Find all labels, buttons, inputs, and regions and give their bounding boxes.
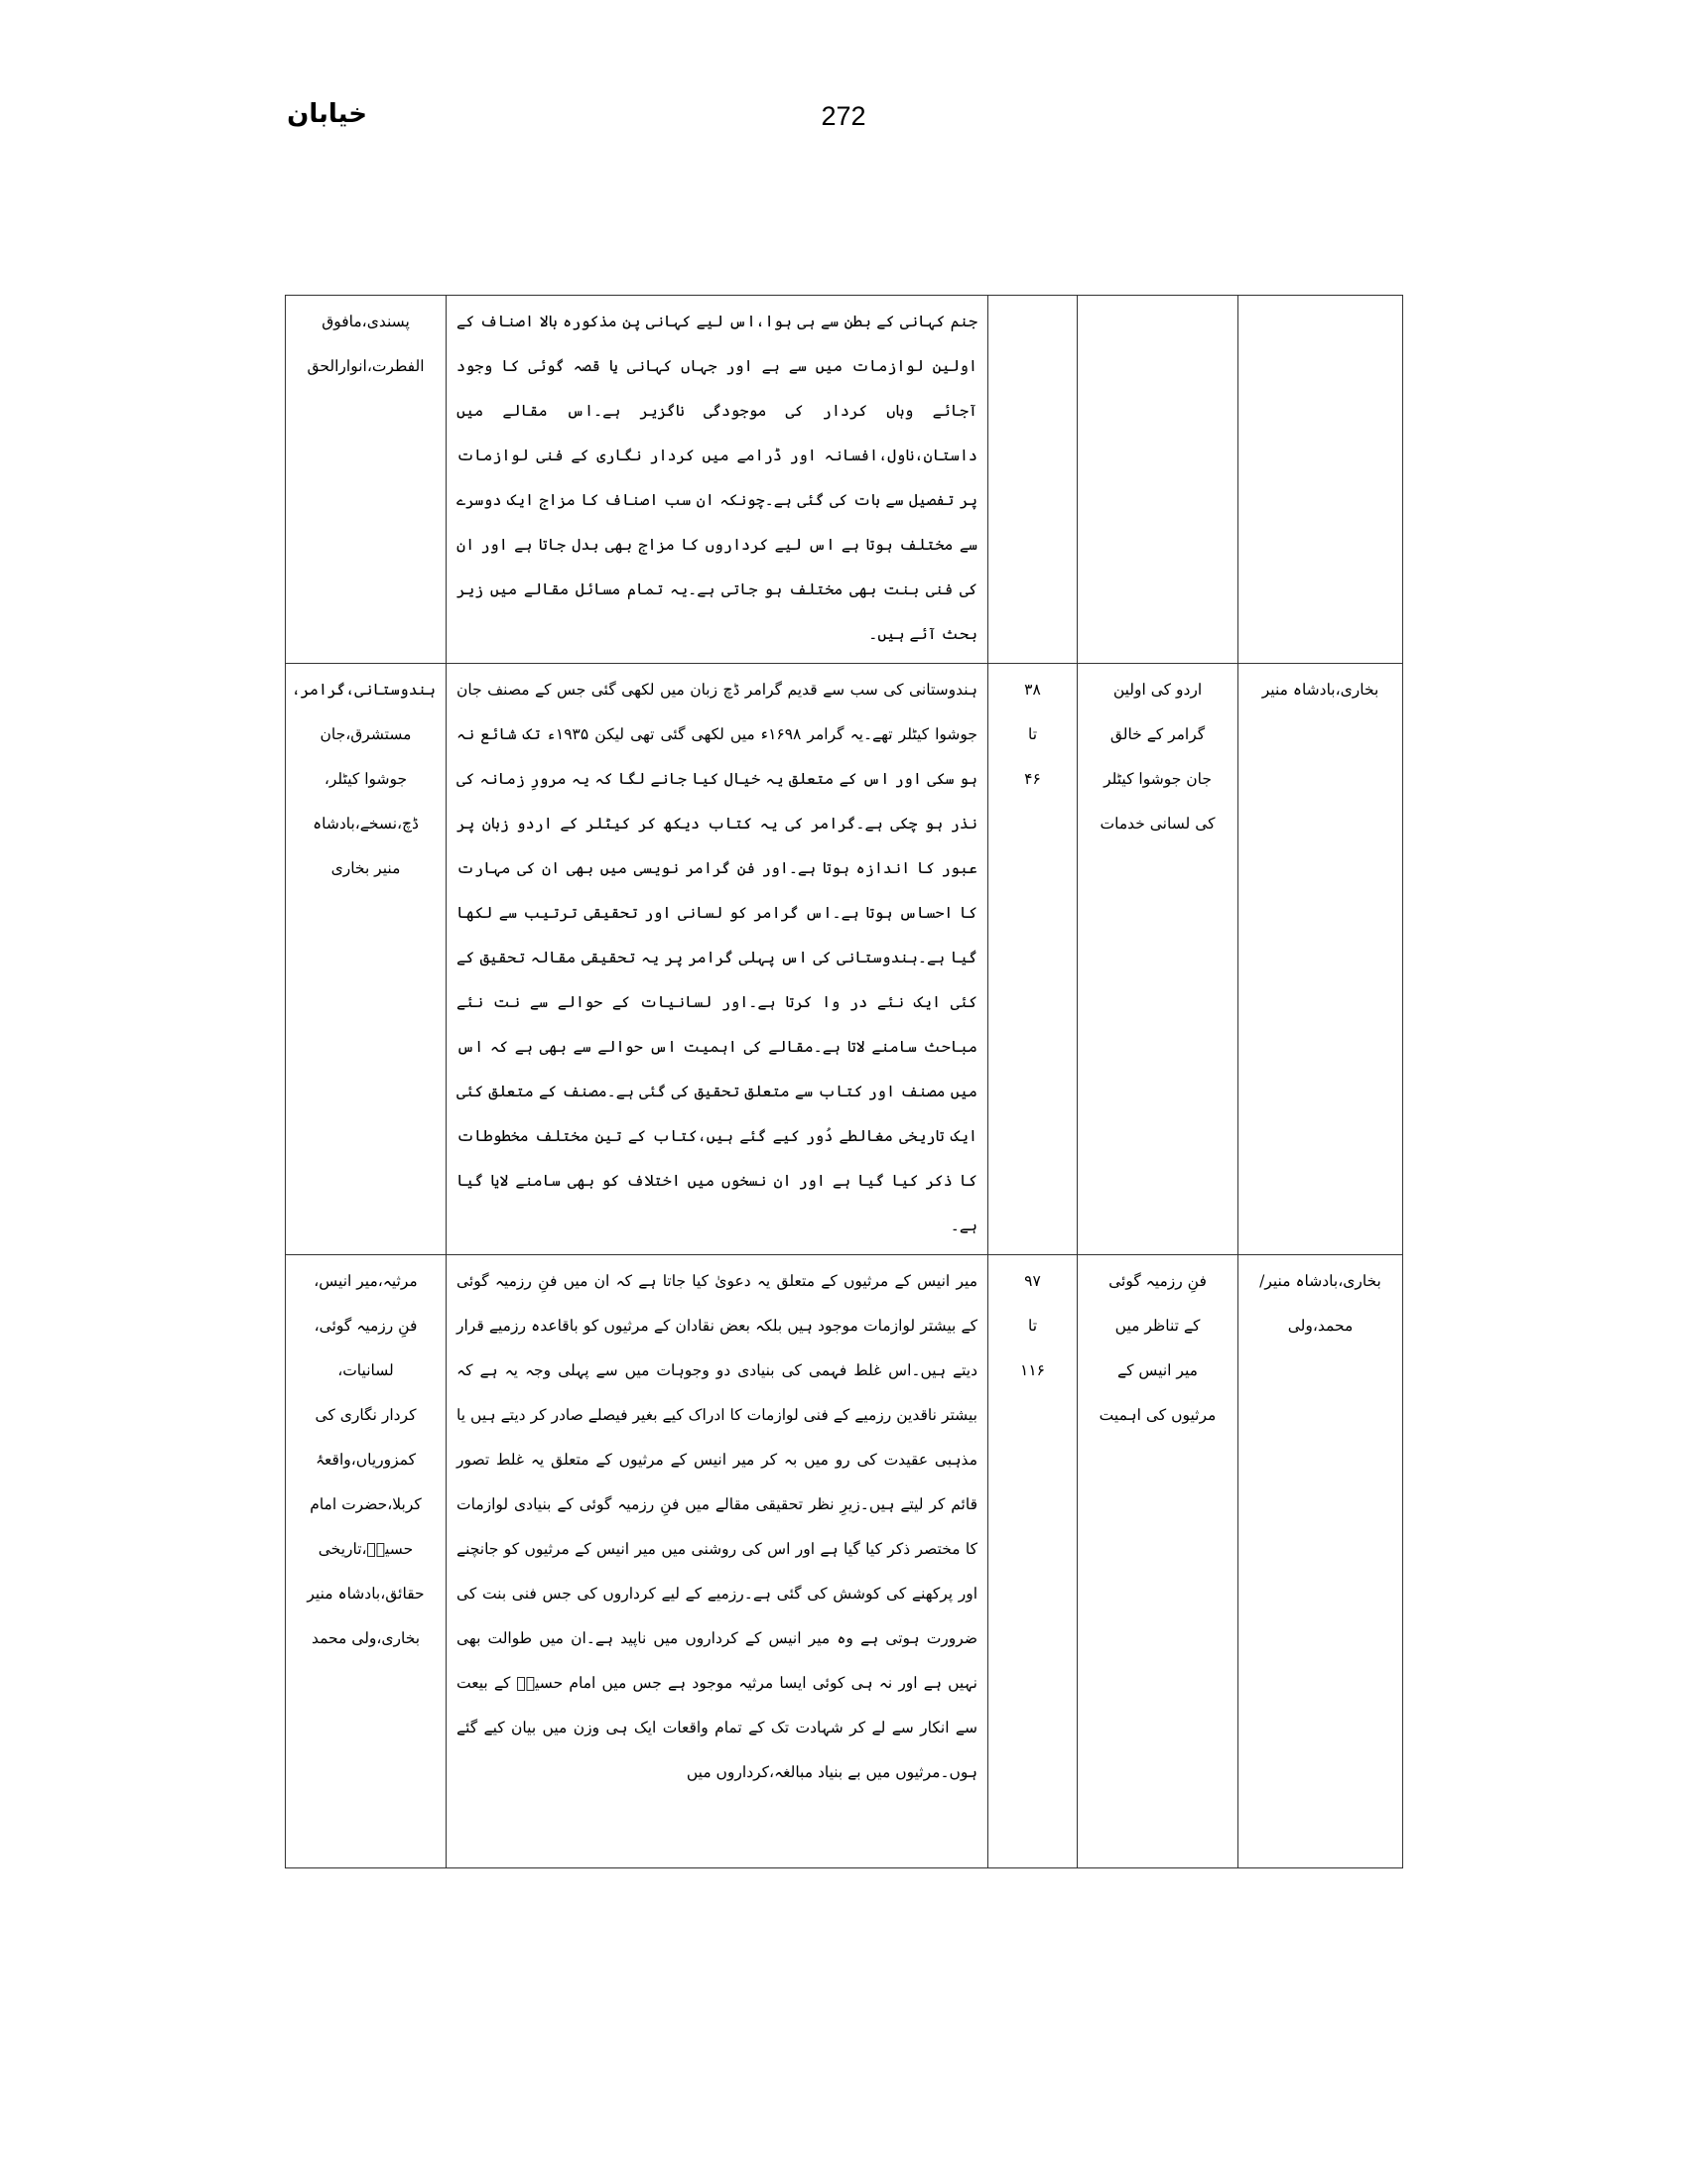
author-cell [1238,296,1403,664]
keyword-line: الفطرت،انوارالحق [307,357,425,375]
page-start: ۳۸ [1024,681,1041,699]
page-end: ۴۶ [1024,770,1041,788]
keyword-line: مستشرق،جان [320,725,412,743]
keywords-cell [286,1255,447,1868]
pages-cell [988,296,1078,664]
title-cell [1078,296,1238,664]
pages-cell [988,664,1078,1255]
author-cell [1238,664,1403,1255]
title-cell [1078,664,1238,1255]
keyword-line: کربلا،حضرت امام [310,1495,422,1513]
index-table [285,295,1403,1868]
title-line: کے تناظر میں [1114,1317,1201,1335]
keywords-cell [286,296,447,664]
page-to: تا [1027,725,1038,743]
keywords-cell [286,664,447,1255]
keyword-line: پسندی،مافوق [322,313,410,330]
keyword-line: کردار نگاری کی [315,1406,417,1424]
keyword-line: حسینؑ،تاریخی [318,1540,414,1558]
keyword-line: مرثیہ،میر انیس، [314,1272,418,1290]
keyword-line: فنِ رزمیہ گوئی، [314,1317,418,1335]
keyword-line: ہندوستانی،گرامر، [291,681,436,699]
abstract-cell: ہندوستانی کی سب سے قدیم گرامر ڈچ زبان میں لکھی گئی جس کے مصنف جان جوشوا کیٹلر تھے۔یہ گرامر ۱۶۹۸ء میں لکھی گئی تھی لیکن ۱۹۳۵ء تک شائع نہ ہو سکی اور اس کے متعلق یہ خیال کیا جانے لگا کہ یہ مرورِ زمانہ کی نذر ہو چکی ہے۔گرامر کی یہ کتاب دیکھ کر کیٹلر کے اردو زبان پر عبور کا اندازہ ہوتا ہے۔اور فنِ گرامر نویسی میں بھی ان کی مہارت کا احساس ہوتا ہے۔اس گرامر کو لسانی اور تحقیقی ترتیب سے لکھا گیا ہے۔ہندوستانی کی اس پہلی گرامر پر یہ تحقیقی مقالہ تحقیق کے کئی ایک نئے در وا کرتا ہے۔اور لسانیات کے حوالے سے نت نئے مباحث سامنے لاتا ہے۔مقالے کی اہمیت اس حوالے سے بھی ہے کہ اس میں مصنف اور کتاب سے متعلق تحقیق کی گئی ہے۔مصنف کے متعلق کئی ایک تاریخی مغالطے دُور کیے گئے ہیں،کتاب کے تین مختلف مخطوطات کا ذکر کیا گیا ہے اور ان نسخوں میں اختلاف کو بھی سامنے لایا گیا ہے۔ [447,664,988,1255]
keyword-line: جوشوا کیٹلر، [324,770,408,788]
author-line: محمد،ولی [1287,1317,1354,1335]
page-number: 272 [821,101,866,131]
title-line: جان جوشوا کیٹلر [1104,770,1212,788]
table-row [286,1255,1403,1868]
title-line: اردو کی اولین [1112,681,1203,699]
abstract-cell: جنم کہانی کے بطن سے ہی ہوا،اس لیے کہانی پن مذکورہ بالا اصناف کے اولین لوازمات میں سے ہے اور جہاں کہانی یا قصہ گوئی کا وجود آجائے وہاں کردار کی موجودگی ناگزیر ہے۔اس مقالے میں داستان،ناول،افسانہ اور ڈرامے میں کردار نگاری کے فنی لوازمات پر تفصیل سے بات کی گئی ہے۔چونکہ ان سب اصناف کا مزاج ایک دوسرے سے مختلف ہوتا ہے اس لیے کرداروں کا مزاج بھی بدل جاتا ہے اور ان کی فنی بنت بھی مختلف ہو جاتی ہے۔یہ تمام مسائل مقالے میں زیر بحث آئے ہیں۔ [447,296,988,664]
author-line: بخاری،بادشاہ منیر/ [1259,1272,1381,1290]
keyword-line: لسانیات، [337,1361,394,1379]
title-line: فنِ رزمیہ گوئی [1108,1272,1207,1290]
title-line: مرثیوں کی اہمیت [1099,1406,1217,1424]
page-start: ۹۷ [1024,1272,1041,1290]
journal-title: خیابان [287,99,367,129]
keyword-line: بخاری،ولی محمد [311,1629,421,1647]
keyword-line: حقائق،بادشاہ منیر [307,1585,425,1603]
title-cell [1078,1255,1238,1868]
keyword-line: ڈچ،نسخے،بادشاہ [313,815,419,833]
title-line: کی لسانی خدمات [1100,815,1216,833]
page-to: تا [1027,1317,1038,1335]
page-end: ۱۱۶ [1020,1361,1045,1379]
keyword-line: منیر بخاری [330,859,401,877]
keyword-line: کمزوریاں،واقعۂ [315,1451,417,1469]
abstract-cell: میر انیس کے مرثیوں کے متعلق یہ دعویٰ کیا جاتا ہے کہ ان میں فنِ رزمیہ گوئی کے بیشتر لوازمات موجود ہیں بلکہ بعض نقادان کے مرثیوں کو باقاعدہ رزمیے قرار دیتے ہیں۔اس غلط فہمی کی بنیادی دو وجوہات میں سے پہلی وجہ یہ ہے کہ بیشتر ناقدین رزمیے کے فنی لوازمات کا ادراک کیے بغیر فیصلے صادر کر دیتے ہیں یا مذہبی عقیدت کی رو میں بہ کر میر انیس کے مرثیوں کے متعلق یہ غلط تصور قائم کر لیتے ہیں۔زیرِ نظر تحقیقی مقالے میں فنِ رزمیہ گوئی کے بنیادی لوازمات کا مختصر ذکر کیا گیا ہے اور اس کی روشنی میں میر انیس کے مرثیوں کو جانچنے اور پرکھنے کی کوشش کی گئی ہے۔رزمیے کے لیے کرداروں کی جس فنی بنت کی ضرورت ہوتی ہے وہ میر انیس کے کرداروں میں ناپید ہے۔ان میں طوالت بھی نہیں ہے اور نہ ہی کوئی ایسا مرثیہ موجود ہے جس میں امام حسینؑ کے بیعت سے انکار سے لے کر شہادت تک کے تمام واقعات ایک ہی وزن میں بیان کیے گئے ہوں۔مرثیوں میں بے بنیاد مبالغہ،کرداروں میں [447,1255,988,1868]
table-row [286,664,1403,1255]
author-cell [1238,1255,1403,1868]
table-row [286,296,1403,664]
pages-cell [988,1255,1078,1868]
title-line: میر انیس کے [1117,1361,1198,1379]
title-line: گرامر کے خالق [1109,725,1206,743]
author-line: بخاری،بادشاہ منیر [1261,681,1379,699]
